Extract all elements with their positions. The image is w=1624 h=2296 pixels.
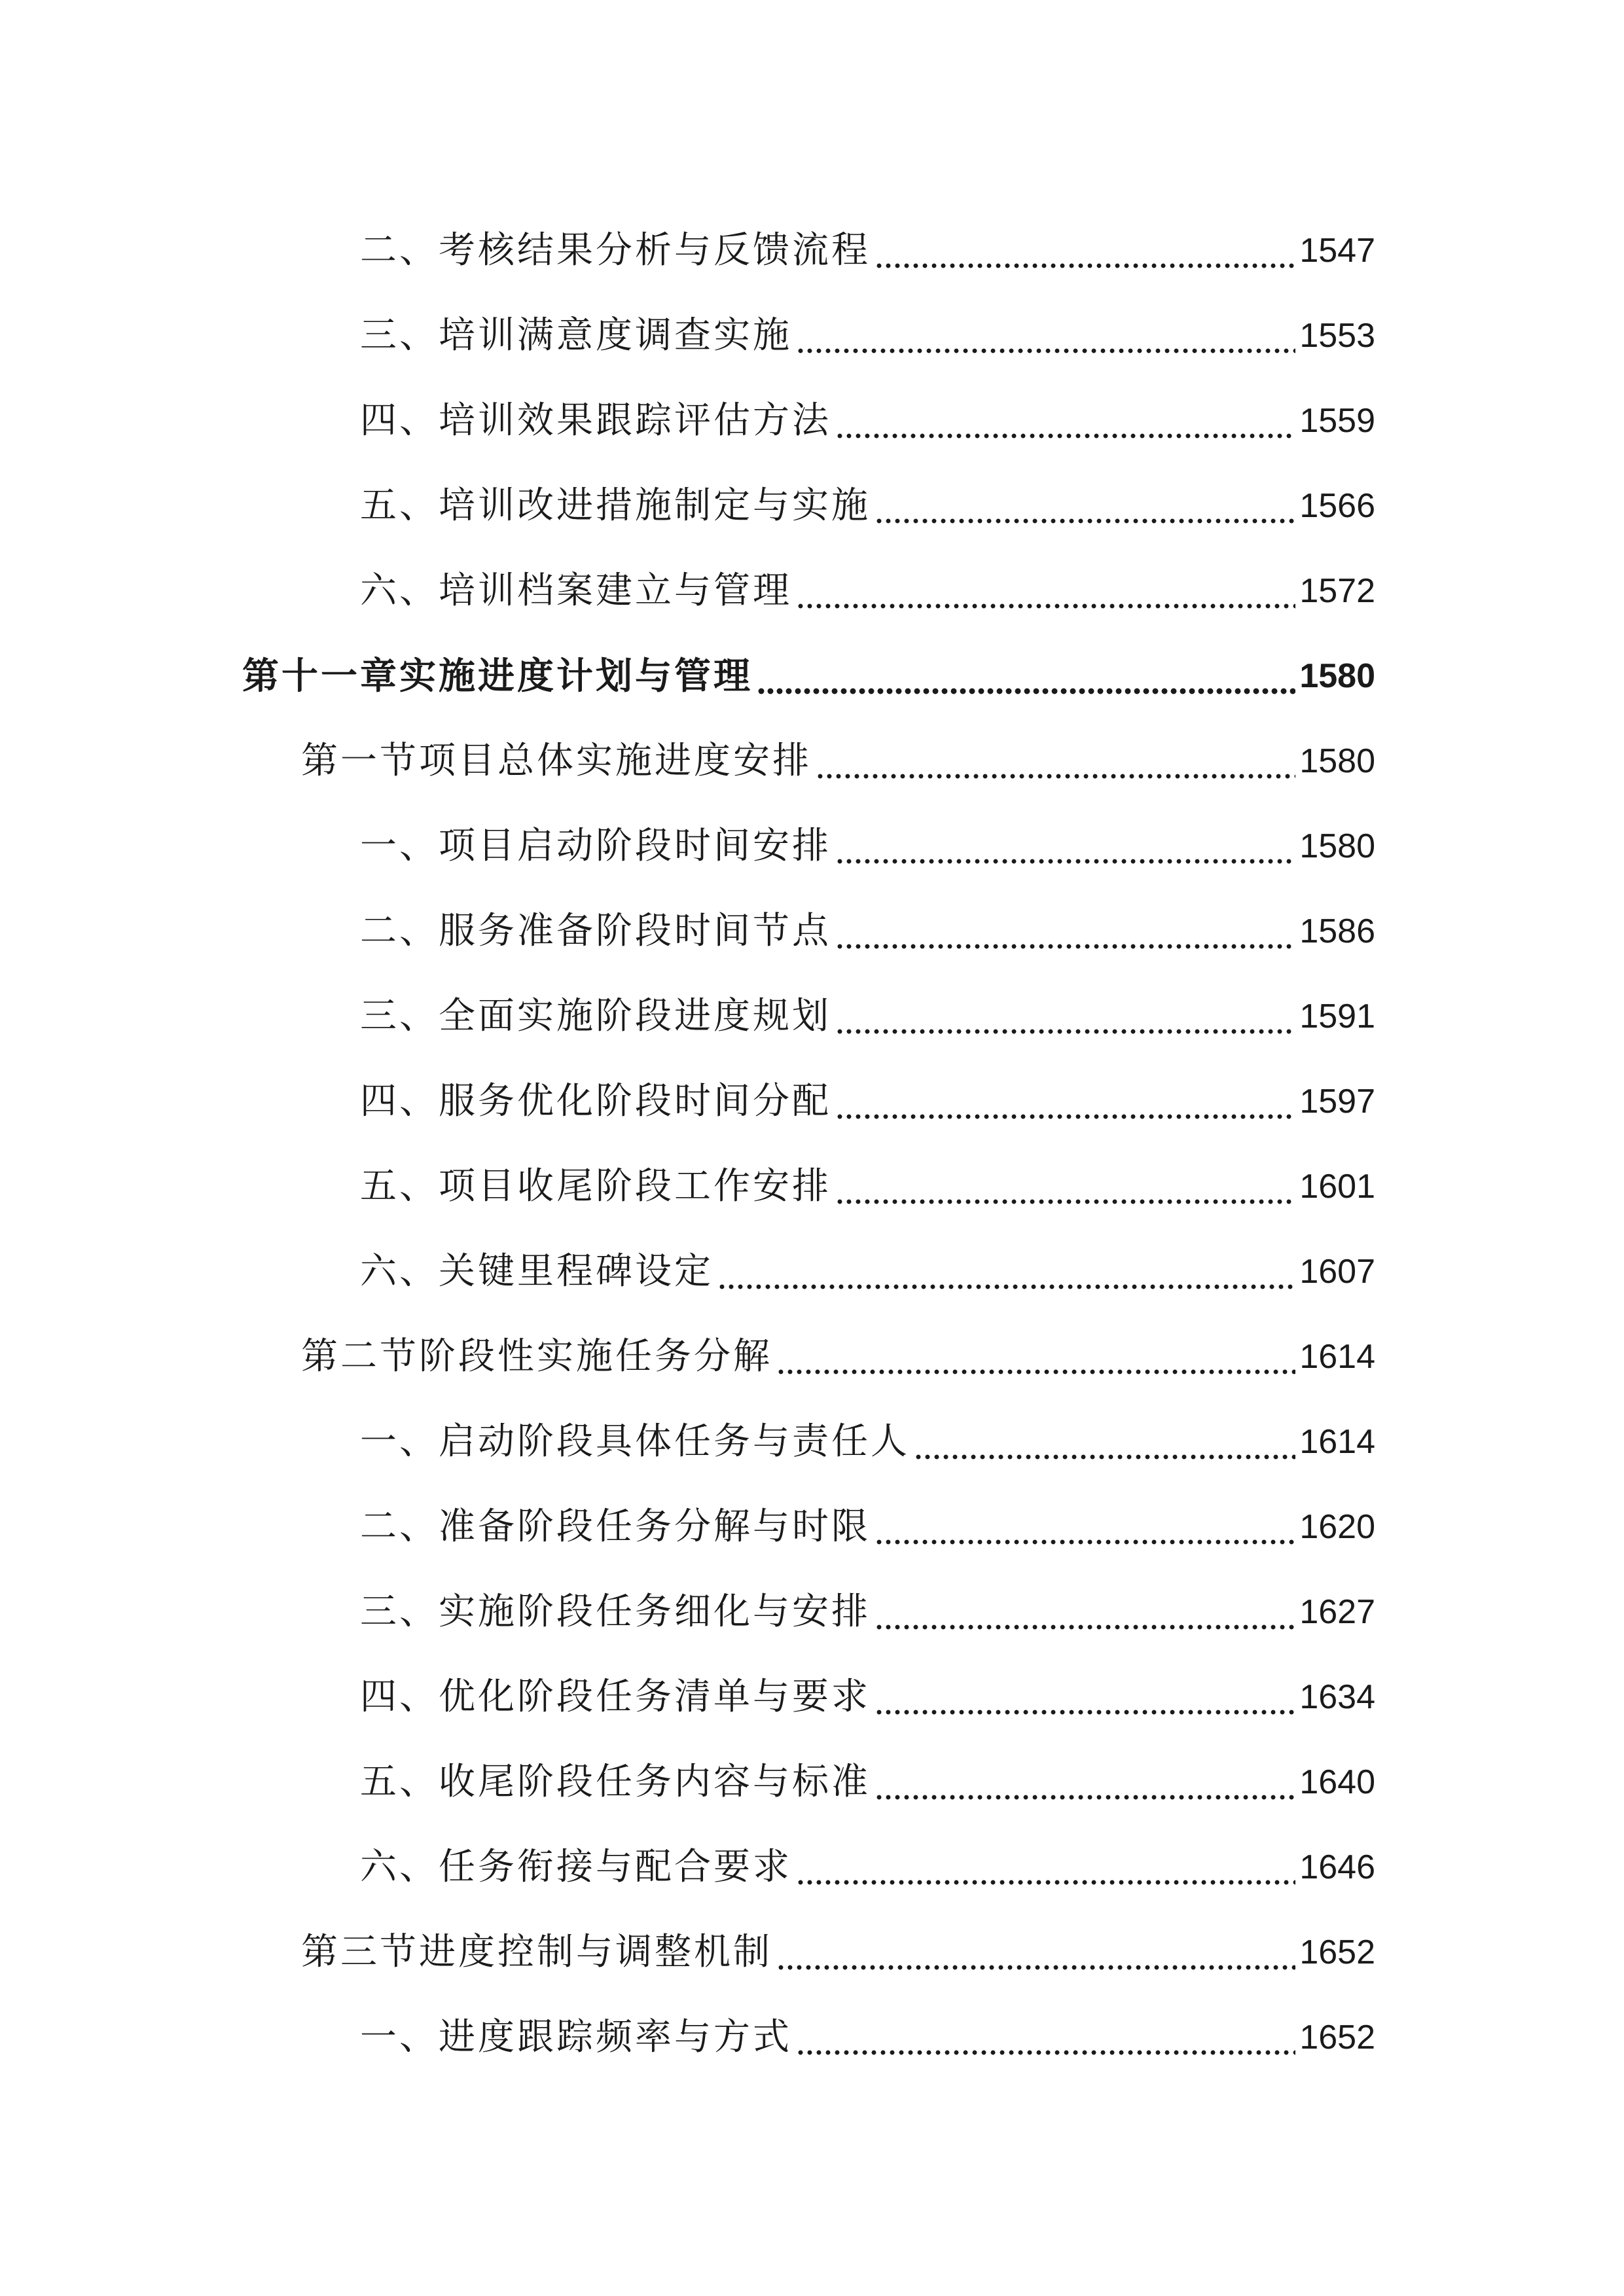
table-of-contents [0,208,1624,2080]
toc-entry[interactable] [0,1825,1624,1910]
toc-dot-leader [835,1168,1295,1205]
toc-dot-leader [835,403,1295,439]
toc-page-number: 1640 [1299,1763,1375,1801]
toc-dot-leader [776,1934,1295,1971]
toc-page-number: 1646 [1299,1848,1375,1886]
toc-entry[interactable] [0,1059,1624,1144]
toc-dot-leader [796,2019,1295,2056]
toc-page-number: 1580 [1299,827,1375,865]
toc-entry[interactable] [0,1484,1624,1570]
toc-entry[interactable] [0,1995,1624,2080]
toc-entry[interactable] [0,463,1624,548]
toc-page-number: 1614 [1299,1338,1375,1376]
toc-dot-leader [914,1424,1295,1460]
toc-section-title: 第一节项目总体实施进度安排 [301,740,812,782]
toc-entry-title: 五、项目收尾阶段工作安排 [360,1165,831,1208]
toc-page-number: 1652 [1299,1933,1375,1971]
toc-entry[interactable] [0,1655,1624,1740]
toc-page-number: 1572 [1299,572,1375,610]
toc-dot-leader [835,1083,1295,1120]
toc-entry-title: 二、考核结果分析与反馈流程 [360,229,871,272]
toc-section-entry[interactable] [0,1910,1624,1995]
toc-entry-title: 五、收尾阶段任务内容与标准 [360,1761,871,1803]
toc-entry-title: 四、服务优化阶段时间分配 [360,1080,831,1122]
toc-entry-title: 二、服务准备阶段时间节点 [360,910,831,952]
toc-entry-title: 三、培训满意度调查实施 [360,314,792,357]
toc-section-entry[interactable] [0,719,1624,804]
toc-page-number: 1580 [1299,657,1375,695]
toc-page-number: 1597 [1299,1083,1375,1121]
toc-dot-leader [816,743,1295,780]
toc-dot-leader [835,828,1295,865]
toc-entry[interactable] [0,1570,1624,1655]
toc-entry[interactable] [0,1229,1624,1314]
toc-entry-title: 一、进度跟踪频率与方式 [360,2016,792,2058]
toc-entry[interactable] [0,1144,1624,1229]
toc-page-number: 1559 [1299,402,1375,440]
toc-entry[interactable] [0,1399,1624,1484]
toc-dot-leader [796,573,1295,609]
toc-dot-leader [875,1764,1295,1801]
toc-entry-title: 二、准备阶段任务分解与时限 [360,1505,871,1548]
toc-dot-leader [717,1253,1295,1290]
toc-entry-title: 一、项目启动阶段时间安排 [360,825,831,867]
toc-chapter-entry[interactable] [0,634,1624,719]
toc-section-entry[interactable] [0,1314,1624,1399]
toc-page-number: 1566 [1299,487,1375,525]
toc-entry[interactable] [0,889,1624,974]
toc-entry-title: 四、培训效果跟踪评估方法 [360,399,831,442]
toc-dot-leader [796,1849,1295,1886]
toc-entry[interactable] [0,293,1624,378]
toc-entry[interactable] [0,974,1624,1059]
toc-section-title: 第二节阶段性实施任务分解 [301,1335,772,1378]
toc-entry-title: 六、关键里程碑设定 [360,1250,713,1293]
toc-entry-title: 六、培训档案建立与管理 [360,569,792,612]
toc-page-number: 1601 [1299,1168,1375,1206]
toc-page-number: 1614 [1299,1423,1375,1461]
toc-dot-leader [796,317,1295,354]
toc-entry-title: 一、启动阶段具体任务与责任人 [360,1420,910,1463]
toc-entry[interactable] [0,1740,1624,1825]
toc-dot-leader [875,1509,1295,1545]
toc-page-number: 1652 [1299,2018,1375,2056]
toc-dot-leader [875,488,1295,524]
toc-entry-title: 四、优化阶段任务清单与要求 [360,1676,871,1718]
toc-entry-title: 三、全面实施阶段进度规划 [360,995,831,1037]
toc-page-number: 1553 [1299,317,1375,355]
toc-entry-title: 三、实施阶段任务细化与安排 [360,1590,871,1633]
toc-page-number: 1607 [1299,1253,1375,1291]
toc-chapter-title: 第十一章实施进度计划与管理 [242,655,753,698]
toc-entry-title: 五、培训改进措施制定与实施 [360,484,871,527]
toc-page-number: 1634 [1299,1678,1375,1716]
toc-dot-leader [757,658,1295,694]
toc-page-number: 1580 [1299,742,1375,780]
toc-entry[interactable] [0,378,1624,463]
toc-dot-leader [875,232,1295,269]
toc-dot-leader [835,913,1295,950]
toc-dot-leader [835,998,1295,1035]
toc-entry[interactable] [0,548,1624,634]
toc-page-number: 1627 [1299,1593,1375,1631]
toc-dot-leader [875,1594,1295,1630]
toc-entry[interactable] [0,208,1624,293]
toc-section-title: 第三节进度控制与调整机制 [301,1931,772,1973]
toc-dot-leader [875,1679,1295,1715]
toc-page-number: 1547 [1299,232,1375,270]
toc-entry[interactable] [0,804,1624,889]
toc-entry-title: 六、任务衔接与配合要求 [360,1846,792,1888]
toc-dot-leader [776,1338,1295,1375]
toc-page-number: 1591 [1299,997,1375,1035]
toc-page-number: 1586 [1299,912,1375,950]
toc-page-number: 1620 [1299,1508,1375,1546]
